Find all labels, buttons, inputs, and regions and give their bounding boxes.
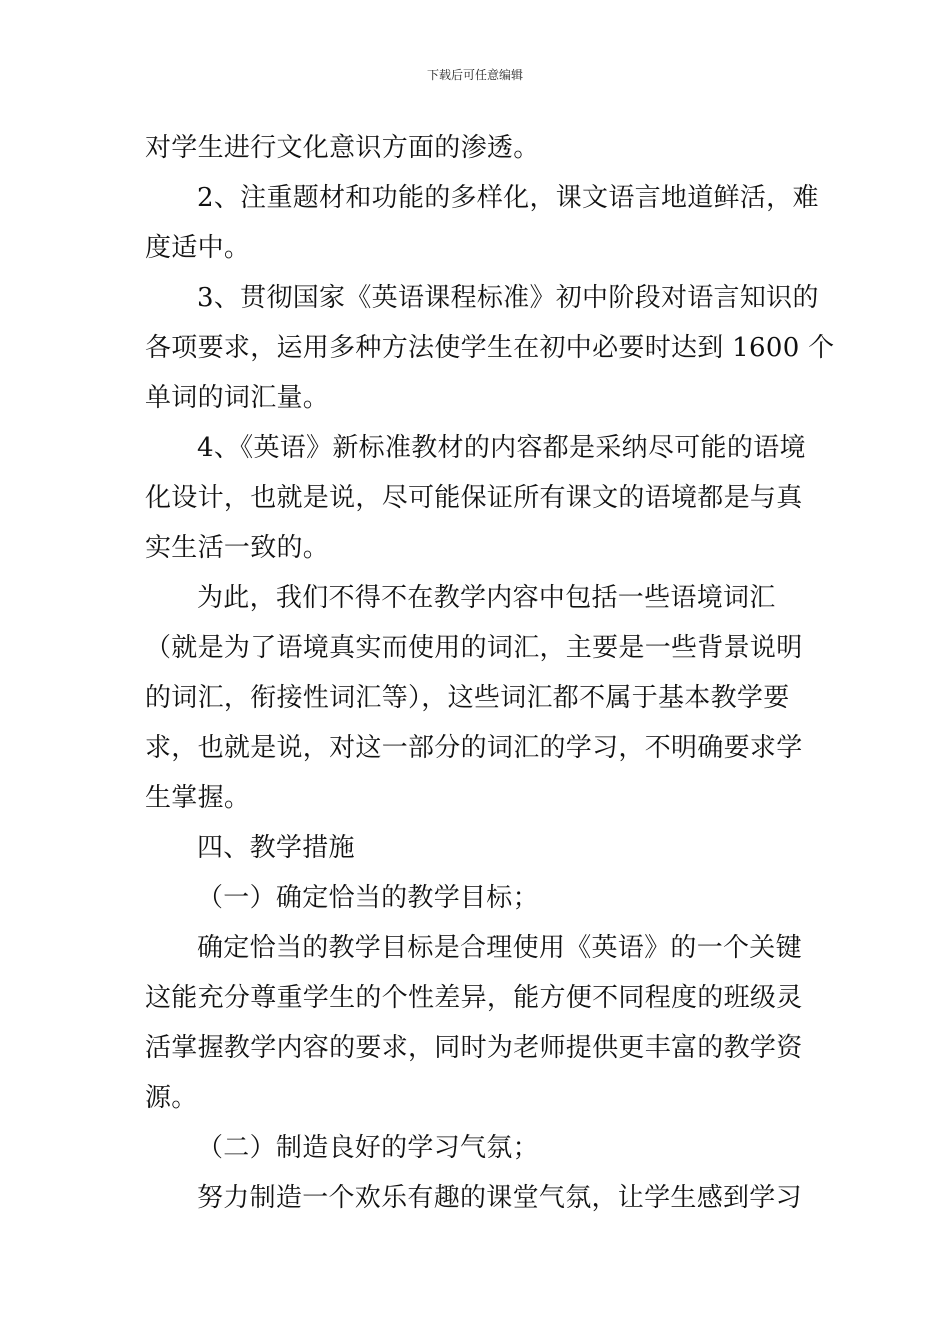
text-line: 源。 (145, 1083, 198, 1113)
section-heading: 四、教学措施 (197, 833, 355, 863)
text-line: 求，也就是说，对这一部分的词汇的学习，不明确要求学 (145, 733, 803, 763)
text-line: 的词汇，衔接性词汇等），这些词汇都不属于基本教学要 (145, 683, 790, 713)
text-line: 各项要求，运用多种方法使学生在初中必要时达到 1600 个 (145, 333, 835, 363)
text-line: 对学生进行文化意识方面的渗透。 (145, 133, 540, 163)
text-line: 单词的词汇量。 (145, 383, 330, 413)
page-header: 下载后可任意编辑 (426, 68, 523, 82)
text-line: 度适中。 (145, 233, 251, 263)
text-line: 实生活一致的。 (145, 533, 330, 563)
text-line: 2、注重题材和功能的多样化，课文语言地道鲜活，难 (197, 183, 819, 213)
text-line: 努力制造一个欢乐有趣的课堂气氛，让学生感到学习 (197, 1183, 802, 1213)
text-line: 生掌握。 (145, 783, 251, 813)
subsection-heading: （一）确定恰当的教学目标； (197, 883, 539, 913)
text-line: （就是为了语境真实而使用的词汇，主要是一些背景说明 (145, 633, 803, 663)
text-line: 活掌握教学内容的要求，同时为老师提供更丰富的教学资 (145, 1033, 803, 1063)
text-line: 化设计，也就是说，尽可能保证所有课文的语境都是与真 (145, 483, 803, 513)
text-line: 这能充分尊重学生的个性差异，能方便不同程度的班级灵 (145, 983, 803, 1013)
text-line: 确定恰当的教学目标是合理使用《英语》的一个关键 (197, 933, 802, 963)
text-line: 3、贯彻国家《英语课程标准》初中阶段对语言知识的 (197, 283, 819, 313)
text-line: 为此，我们不得不在教学内容中包括一些语境词汇 (197, 583, 776, 613)
subsection-heading: （二）制造良好的学习气氛； (197, 1133, 539, 1163)
text-line: 4、《英语》新标准教材的内容都是采纳尽可能的语境 (197, 433, 806, 463)
